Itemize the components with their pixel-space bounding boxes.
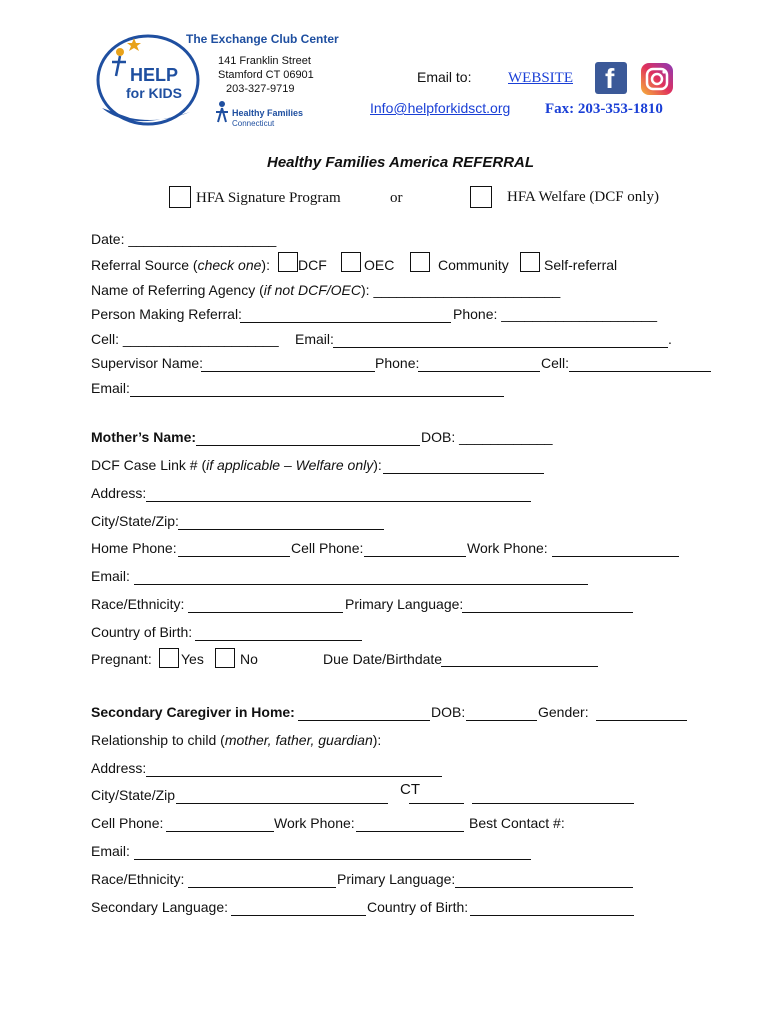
mother-language-line[interactable] (462, 612, 633, 613)
self-referral-label: Self-referral (544, 257, 618, 273)
secondary-state-value: CT (400, 781, 420, 798)
pregnant-label: Pregnant: (91, 651, 152, 667)
referral-phone-field[interactable]: Phone: ____________________ (453, 306, 657, 322)
secondary-language-line[interactable] (455, 887, 633, 888)
secondary-race-line[interactable] (188, 887, 336, 888)
mother-cell-phone-label: Cell Phone: (291, 540, 364, 556)
mother-work-phone-line[interactable] (552, 556, 679, 557)
mothers-name-line[interactable] (196, 445, 420, 446)
referral-email-line[interactable] (333, 347, 668, 348)
secondary-country-line[interactable] (470, 915, 634, 916)
mother-race-line[interactable] (188, 612, 343, 613)
oec-label: OEC (364, 257, 395, 273)
mother-cell-phone-line[interactable] (364, 556, 466, 557)
secondary-address-line[interactable] (146, 776, 442, 777)
supervisor-phone-line[interactable] (418, 371, 540, 372)
hfa-welfare-label: HFA Welfare (DCF only) (507, 189, 659, 205)
secondary-address-label: Address: (91, 760, 147, 776)
referring-agency-field[interactable]: Name of Referring Agency (if not DCF/OEC): ________________________ (91, 282, 561, 298)
mother-email-label: Email: (91, 568, 130, 584)
supervisor-cell-line[interactable] (569, 371, 711, 372)
program-or: or (390, 190, 403, 206)
logo-forkids-text: for KIDS (126, 85, 182, 101)
dcf-case-link-label: DCF Case Link # (if applicable – Welfare only): (91, 457, 382, 473)
secondary-gender-label: Gender: (538, 704, 589, 720)
fax-number: Fax: 203-353-1810 (545, 101, 663, 117)
mother-email-line[interactable] (134, 584, 588, 585)
referral-source-label: Referral Source (check one): (91, 257, 270, 273)
mother-city-line[interactable] (178, 529, 384, 530)
dcf-checkbox[interactable] (278, 252, 298, 272)
mother-home-phone-line[interactable] (178, 556, 290, 557)
secondary-language-label: Primary Language: (337, 871, 456, 887)
self-referral-checkbox[interactable] (520, 252, 540, 272)
person-making-referral-label: Person Making Referral: (91, 306, 242, 322)
referral-email-label: Email: (295, 331, 334, 347)
pregnant-yes-checkbox[interactable] (159, 648, 179, 668)
dcf-label: DCF (298, 257, 327, 273)
secondary-city-label: City/State/Zip (91, 787, 176, 803)
community-checkbox[interactable] (410, 252, 430, 272)
date-field[interactable]: Date: ___________________ (91, 231, 277, 247)
supervisor-name-line[interactable] (201, 371, 375, 372)
secondary-city-line[interactable] (176, 803, 388, 804)
secondary-state-line[interactable] (409, 803, 464, 804)
supervisor-phone-label: Phone: (375, 355, 420, 371)
secondary-second-language-label: Secondary Language: (91, 899, 228, 915)
email-address-link[interactable]: Info@helpforkidsct.org (370, 100, 511, 116)
mothers-name-label: Mother’s Name: (91, 429, 197, 445)
best-contact-label: Best Contact #: (469, 815, 565, 831)
mother-address-line[interactable] (146, 501, 531, 502)
org-name: The Exchange Club Center (186, 32, 339, 46)
supervisor-email-label: Email: (91, 380, 130, 396)
secondary-zip-line[interactable] (472, 803, 634, 804)
mother-dob-field[interactable]: DOB: ____________ (421, 429, 553, 445)
mother-city-label: City/State/Zip: (91, 513, 179, 529)
mother-country-label: Country of Birth: (91, 624, 193, 640)
secondary-work-phone-label: Work Phone: (274, 815, 355, 831)
healthy-families-logo-sub: Connecticut (232, 119, 275, 128)
due-date-label: Due Date/Birthdate (323, 651, 443, 667)
hfa-signature-checkbox[interactable] (169, 186, 191, 208)
instagram-icon[interactable] (640, 62, 674, 96)
secondary-dob-label: DOB: (431, 704, 466, 720)
secondary-race-label: Race/Ethnicity: (91, 871, 185, 887)
secondary-dob-line[interactable] (466, 720, 537, 721)
logo-help-text: HELP (130, 65, 179, 85)
supervisor-email-line[interactable] (130, 396, 504, 397)
hfa-signature-label: HFA Signature Program (196, 190, 341, 206)
secondary-caregiver-label: Secondary Caregiver in Home: (91, 704, 295, 720)
community-label: Community (438, 257, 509, 273)
email-to-label: Email to: (417, 69, 472, 85)
healthy-families-logo-icon (214, 100, 230, 124)
mother-work-phone-label: Work Phone: (467, 540, 548, 556)
mother-address-label: Address: (91, 485, 147, 501)
person-making-referral-line[interactable] (240, 322, 451, 323)
secondary-email-line[interactable] (134, 859, 531, 860)
healthy-families-logo-text: Healthy Families (232, 108, 304, 118)
org-phone: 203-327-9719 (226, 83, 295, 95)
org-address-1: 141 Franklin Street (218, 55, 311, 67)
referral-cell-field[interactable]: Cell: ____________________ (91, 331, 279, 347)
pregnant-no-checkbox[interactable] (215, 648, 235, 668)
relationship-label: Relationship to child (mother, father, guardian): (91, 732, 382, 748)
mother-home-phone-label: Home Phone: (91, 540, 177, 556)
pregnant-no-label: No (240, 651, 258, 667)
secondary-second-language-line[interactable] (231, 915, 366, 916)
facebook-icon[interactable]: f (595, 62, 627, 94)
form-title: Healthy Families America REFERRAL (267, 154, 535, 171)
secondary-work-phone-line[interactable] (356, 831, 464, 832)
due-date-line[interactable] (441, 666, 598, 667)
hfa-welfare-checkbox[interactable] (470, 186, 492, 208)
dcf-case-link-line[interactable] (383, 473, 544, 474)
supervisor-name-label: Supervisor Name: (91, 355, 204, 371)
secondary-gender-line[interactable] (596, 720, 687, 721)
referral-email-end: . (668, 331, 672, 347)
mother-language-label: Primary Language: (345, 596, 464, 612)
secondary-cell-phone-label: Cell Phone: (91, 815, 164, 831)
org-address-2: Stamford CT 06901 (218, 69, 314, 81)
mother-race-label: Race/Ethnicity: (91, 596, 185, 612)
secondary-country-label: Country of Birth: (367, 899, 469, 915)
secondary-cell-phone-line[interactable] (166, 831, 274, 832)
secondary-caregiver-line[interactable] (298, 720, 430, 721)
secondary-email-label: Email: (91, 843, 130, 859)
supervisor-cell-label: Cell: (541, 355, 570, 371)
website-link[interactable]: WEBSITE (508, 70, 573, 86)
pregnant-yes-label: Yes (181, 651, 204, 667)
oec-checkbox[interactable] (341, 252, 361, 272)
mother-country-line[interactable] (195, 640, 362, 641)
